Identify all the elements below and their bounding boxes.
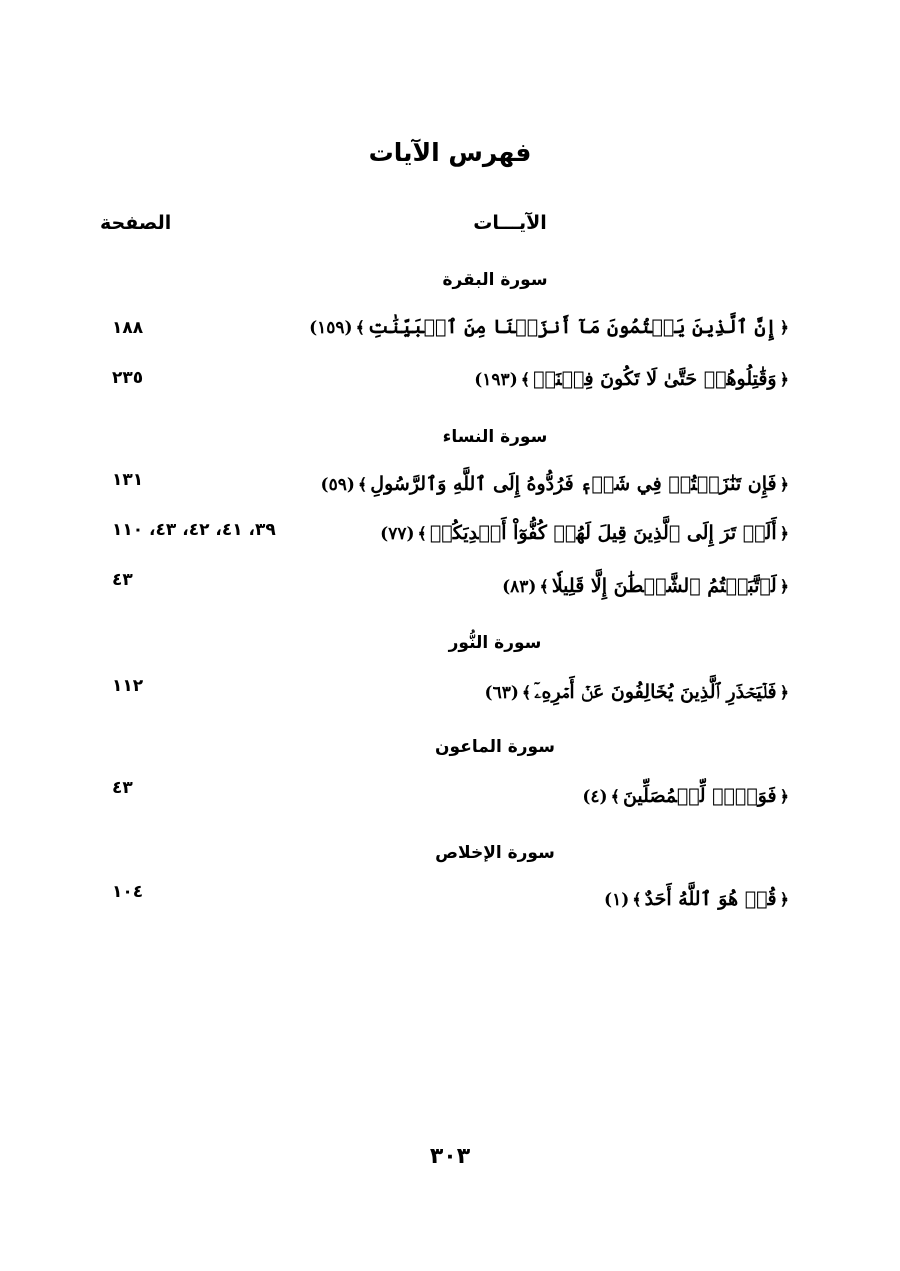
ornament-close-icon: ﴾ — [357, 475, 368, 494]
surah-heading: سورة النُّور — [448, 633, 542, 653]
surah-heading: سورة الإخلاص — [435, 843, 555, 863]
verse-entry — [309, 316, 792, 338]
verse-text: أَلَمۡ تَرَ إِلَى ٱلَّذِينَ قِيلَ لَهُمۡ كُفُّوٓاْ أَيۡدِيَكُمۡ — [429, 522, 777, 544]
ornament-open-icon: ﴿ — [779, 683, 789, 702]
verse-entry — [352, 368, 792, 390]
page-reference: ٤٣ — [112, 570, 133, 590]
page-reference: ٣٩، ٤١، ٤٢، ٤٣، ١١٠ — [112, 520, 276, 540]
verse-text: فَلۡيَحۡذَرِ ٱلَّذِينَ يُخَالِفُونَ عَنۡ أَمۡرِهِۦٓ — [534, 681, 777, 703]
verse-number: (٨٣) — [502, 577, 537, 597]
verse-text: فَوَيۡلٞ لِّلۡمُصَلِّينَ — [622, 785, 777, 807]
ayat-column-header: الآيـــات — [473, 212, 547, 234]
page-reference: ١٣١ — [112, 470, 144, 490]
verse-entry — [352, 522, 792, 544]
verse-number: (٧٧) — [380, 524, 415, 544]
page-column-header: الصفحة — [100, 212, 172, 234]
ornament-open-icon: ﴿ — [779, 890, 789, 909]
verse-number: (١) — [604, 890, 630, 910]
verse-entry — [352, 785, 792, 807]
page-reference: ١١٢ — [112, 676, 144, 696]
verse-number: (٥٩) — [320, 475, 355, 495]
verse-number: (٦٣) — [484, 683, 519, 703]
verse-text: فَإِن تَنَٰزَعۡتُمۡ فِي شَيۡءٖ فَرُدُّوهُ إِلَى ٱللَّهِ وَٱلرَّسُولِ — [370, 473, 777, 495]
surah-heading: سورة البقرة — [442, 270, 548, 290]
page-number: ٣٠٣ — [429, 1144, 471, 1169]
ornament-close-icon: ﴾ — [520, 370, 531, 389]
verse-text: إِنَّ ٱلَّذِينَ يَكۡتُمُونَ مَآ أَنزَلۡنَا مِنَ ٱلۡبَيِّنَٰتِ — [367, 316, 777, 338]
surah-heading: سورة النساء — [442, 427, 548, 447]
verse-text: قُلۡ هُوَ ٱللَّهُ أَحَدٌ — [644, 888, 777, 910]
verse-entry — [320, 473, 792, 495]
page-reference: ٢٣٥ — [112, 368, 144, 388]
verse-entry — [352, 575, 792, 597]
verse-text: لَٱتَّبَعۡتُمُ ٱلشَّيۡطَٰنَ إِلَّا قَلِيلٗا — [551, 575, 777, 597]
page-title: فهرس الآيات — [368, 138, 532, 167]
ornament-open-icon: ﴿ — [779, 577, 789, 596]
verse-entry — [352, 888, 792, 910]
ornament-open-icon: ﴿ — [779, 318, 789, 337]
page-reference: ١٨٨ — [112, 318, 144, 338]
ornament-close-icon: ﴾ — [539, 577, 549, 596]
ornament-close-icon: ﴾ — [521, 683, 532, 702]
surah-heading: سورة الماعون — [435, 737, 555, 757]
ornament-open-icon: ﴿ — [779, 787, 789, 806]
ornament-open-icon: ﴿ — [779, 524, 789, 543]
verse-text: وَقَٰتِلُوهُمۡ حَتَّىٰ لَا تَكُونَ فِتۡنَةٞ — [533, 368, 777, 390]
ornament-open-icon: ﴿ — [779, 475, 789, 494]
page-reference: ١٠٤ — [112, 882, 144, 902]
ornament-close-icon: ﴾ — [355, 318, 365, 337]
verse-number: (٤) — [582, 787, 608, 807]
verse-entry — [352, 681, 792, 703]
page-reference: ٤٣ — [112, 778, 133, 798]
ornament-close-icon: ﴾ — [632, 890, 642, 909]
ornament-close-icon: ﴾ — [417, 524, 427, 543]
ornament-close-icon: ﴾ — [610, 787, 620, 806]
verse-number: (١٥٩) — [309, 318, 353, 338]
verse-number: (١٩٣) — [474, 370, 518, 390]
ornament-open-icon: ﴿ — [779, 370, 789, 389]
